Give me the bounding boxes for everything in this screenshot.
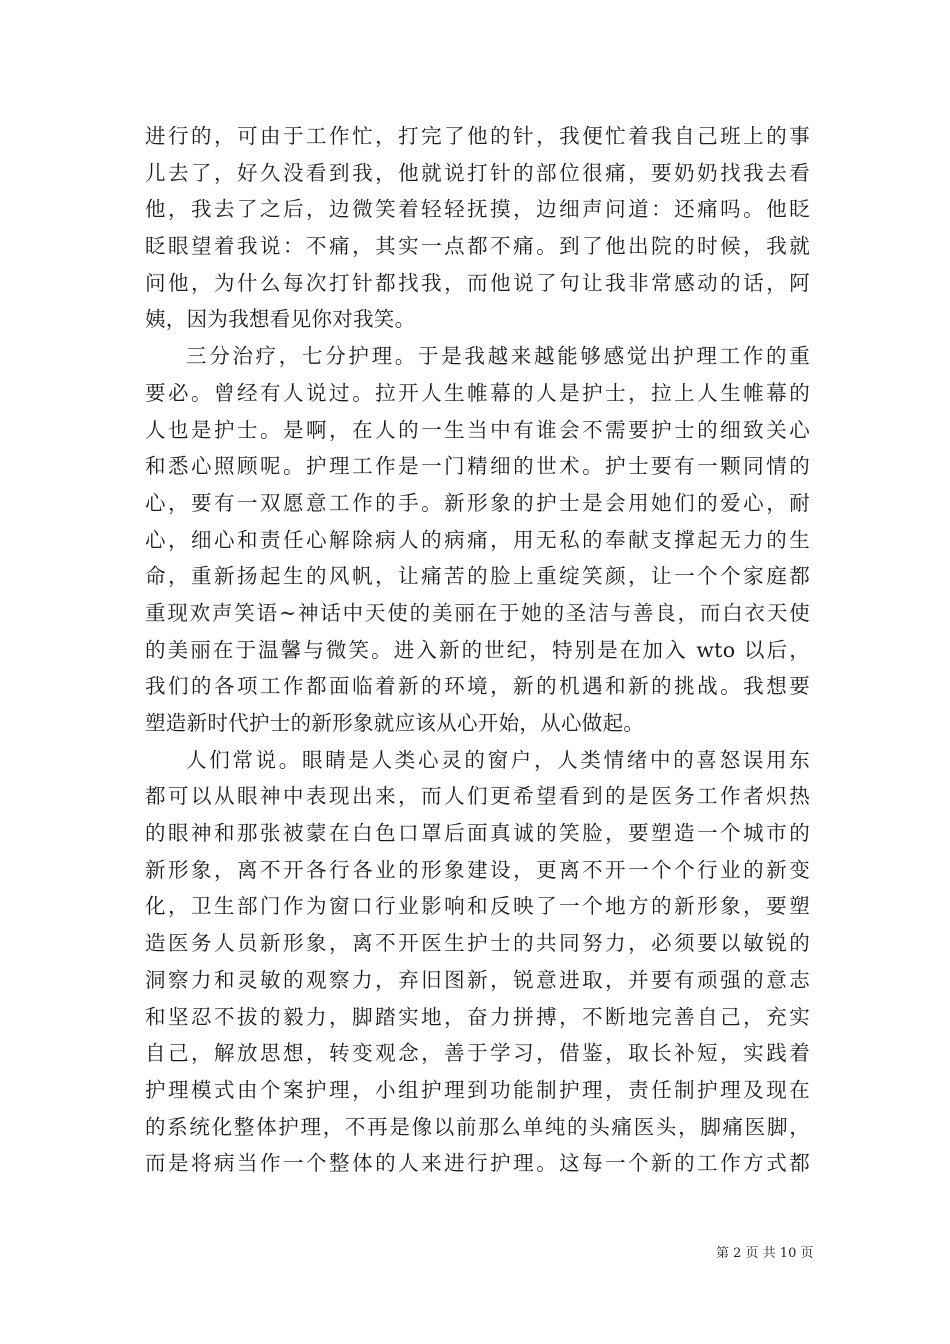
text-line: 儿去了，好久没看到我，他就说打针的部位很痛，要奶奶找我去看 [145,160,810,185]
text-line: 我们的各项工作都面临着新的环境，新的机遇和新的挑战。我想要 [145,674,810,699]
text-line: 要必。曾经有人说过。拉开人生帷幕的人是护士，拉上人生帷幕的 [145,380,810,405]
text-line: 都可以从眼神中表现出来，而人们更希望看到的是医务工作者炽热 [145,784,810,809]
text-line: 命，重新扬起生的风帆，让痛苦的脸上重绽笑颜，让一个个家庭都 [145,564,810,589]
text-line: 洞察力和灵敏的观察力，弃旧图新，锐意进取，并要有顽强的意志 [145,967,810,992]
paragraph [145,742,810,1182]
text-line: 而是将病当作一个整体的人来进行护理。这每一个新的工作方式都 [145,1151,810,1176]
text-line: 自己，解放思想，转变观念，善于学习，借鉴，取长补短，实践着 [145,1041,810,1066]
text-line: 眨眼望着我说：不痛，其实一点都不痛。到了他出院的时候，我就 [145,234,810,259]
text-line: 姨，因为我想看见你对我笑。 [145,307,416,332]
text-line: 心，细心和责任心解除病人的病痛，用无私的奉献支撑起无力的生 [145,527,810,552]
text-line: 三分治疗，七分护理。于是我越来越能够感觉出护理工作的重 [186,344,810,369]
document-body [145,118,810,1182]
text-line: 他，我去了之后，边微笑着轻轻抚摸，边细声问道：还痛吗。他眨 [145,197,810,222]
text-line: 新形象，离不开各行各业的形象建设，更离不开一个个行业的新变 [145,857,810,882]
paragraph [145,338,810,742]
text-line: 问他，为什么每次打针都找我，而他说了句让我非常感动的话，阿 [145,270,810,295]
text-line: 的美丽在于温馨与微笑。进入新的世纪，特别是在加入 wto 以后， [145,637,810,662]
text-line: 进行的，可由于工作忙，打完了他的针，我便忙着我自己班上的事 [145,124,810,148]
text-line: 塑造新时代护士的新形象就应该从心开始，从心做起。 [145,711,645,735]
text-line: 的系统化整体护理，不再是像以前那么单纯的头痛医头，脚痛医脚， [145,1114,810,1139]
text-line: 心，要有一双愿意工作的手。新形象的护士是会用她们的爱心，耐 [145,490,810,515]
paragraph [145,118,810,338]
page-number-footer: 第 2 页 共 10 页 [716,1246,814,1261]
text-line: 的眼神和那张被蒙在白色口罩后面真诚的笑脸，要塑造一个城市的 [145,821,810,846]
text-line: 人也是护士。是啊，在人的一生当中有谁会不需要护士的细致关心 [145,417,810,442]
text-line: 重现欢声笑语~神话中天使的美丽在于她的圣洁与善良，而白衣天使 [145,600,810,625]
text-line: 造医务人员新形象，离不开医生护士的共同努力，必须要以敏锐的 [145,931,810,956]
text-line: 护理模式由个案护理，小组护理到功能制护理，责任制护理及现在 [145,1077,810,1102]
text-line: 和坚忍不拔的毅力，脚踏实地，奋力拼搏，不断地完善自己，充实 [145,1004,810,1029]
paragraph-container [145,118,810,1182]
text-line: 和悉心照顾呢。护理工作是一门精细的世术。护士要有一颗同情的 [145,454,810,479]
text-line: 化，卫生部门作为窗口行业影响和反映了一个地方的新形象，要塑 [145,894,810,919]
text-line: 人们常说。眼睛是人类心灵的窗户，人类情绪中的喜怒误用东 [186,747,810,772]
